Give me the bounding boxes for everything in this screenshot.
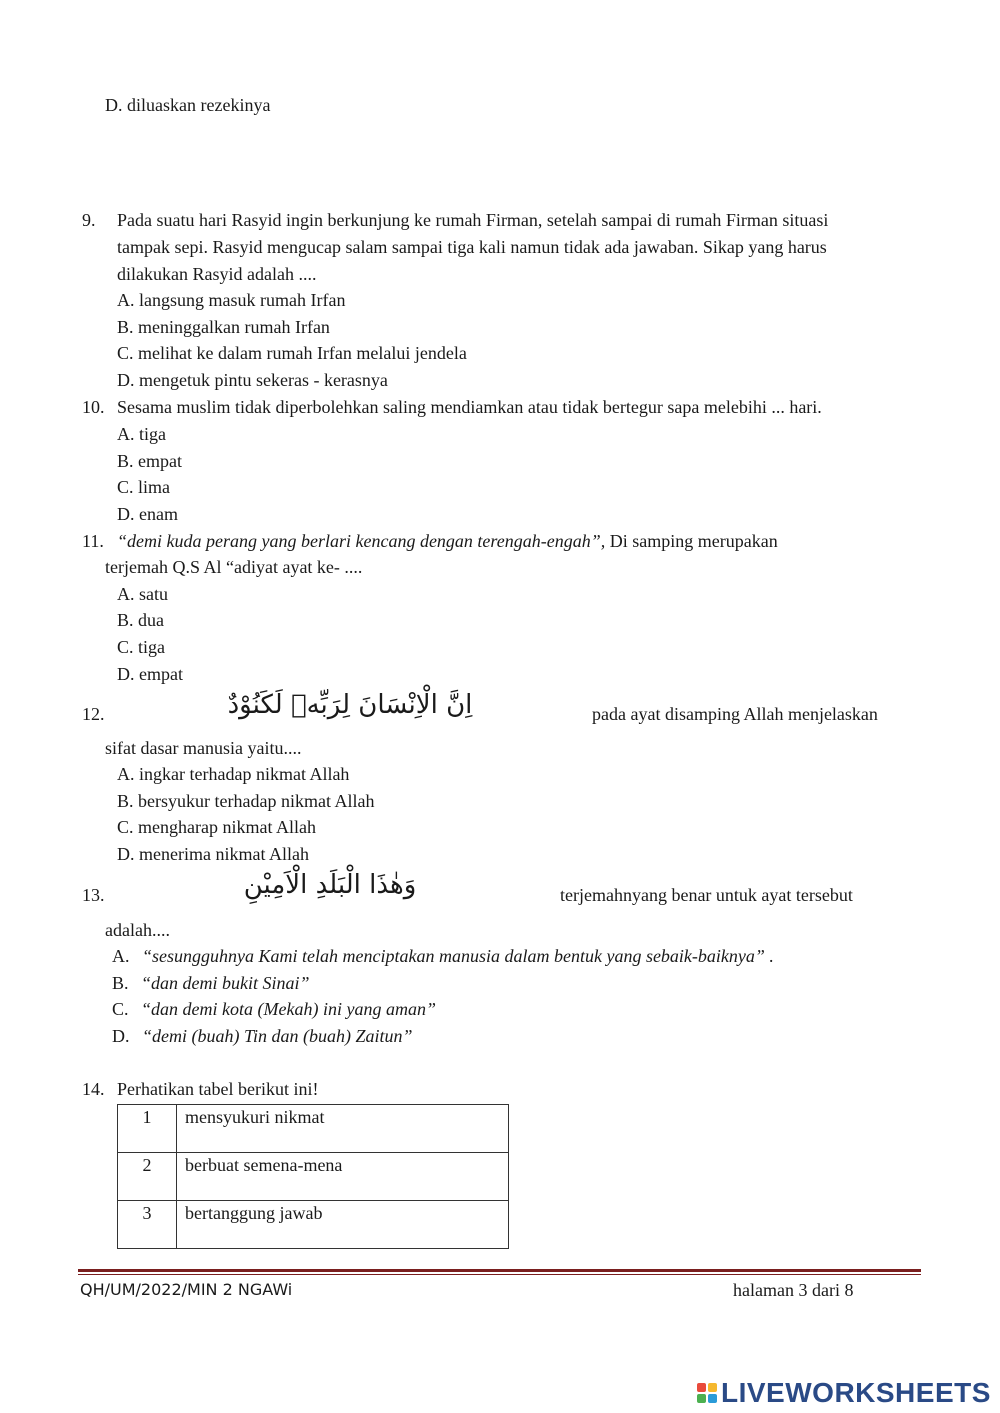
q12-number: 12.: [82, 704, 105, 724]
brand-name: LIVEWORKSHEETS: [721, 1377, 991, 1408]
q13-arabic-verse: وَهٰذَا الْبَلَدِ الْاَمِيْنِ: [243, 870, 417, 900]
q13-option-c: [112, 999, 436, 1020]
table-row: [118, 1105, 509, 1153]
q14-text: Perhatikan tabel berikut ini!: [117, 1079, 319, 1099]
q11-rest: Di samping merupakan: [605, 531, 778, 551]
q10-option-a: A. tiga: [117, 424, 166, 444]
q11-text-line1: [117, 531, 778, 552]
table-row: [118, 1201, 509, 1249]
q13-option-b-letter: B.: [112, 973, 129, 993]
table-cell-item: bertanggung jawab: [177, 1201, 509, 1249]
q13-text: terjemahnyang benar untuk ayat tersebut: [560, 885, 853, 905]
q14-table: [117, 1104, 509, 1249]
q9-option-d: D. mengetuk pintu sekeras - kerasnya: [117, 370, 388, 390]
brand-square-green: [697, 1394, 706, 1403]
q11-number: 11.: [82, 531, 104, 551]
q12-option-c: C. mengharap nikmat Allah: [117, 817, 316, 837]
table-cell-item: mensyukuri nikmat: [177, 1105, 509, 1153]
q13-option-b: [112, 973, 310, 994]
q9-number: 9.: [82, 210, 96, 230]
q9-text-line1: Pada suatu hari Rasyid ingin berkunjung ke rumah Firman, setelah sampai di rumah Firman situasi: [117, 210, 829, 230]
q14-number: 14.: [82, 1079, 105, 1099]
footer-page-number: halaman 3 dari 8: [733, 1280, 854, 1300]
q13-option-c-text: “dan demi kota (Mekah) ini yang aman”: [141, 999, 436, 1019]
brand-square-red: [697, 1383, 706, 1392]
q13-option-d-text: “demi (buah) Tin dan (buah) Zaitun”: [142, 1026, 413, 1046]
q12-option-b: B. bersyukur terhadap nikmat Allah: [117, 791, 375, 811]
table-cell-no: 3: [118, 1201, 177, 1249]
q13-option-d-letter: D.: [112, 1026, 130, 1046]
table-cell-no: 1: [118, 1105, 177, 1153]
q9-option-b: B. meninggalkan rumah Irfan: [117, 317, 330, 337]
q13-option-a: [112, 946, 774, 967]
table-cell-item: berbuat semena-mena: [177, 1153, 509, 1201]
q11-option-c: C. tiga: [117, 637, 165, 657]
q12-option-a: A. ingkar terhadap nikmat Allah: [117, 764, 350, 784]
q9-text-line2: tampak sepi. Rasyid mengucap salam sampai tiga kali namun tidak ada jawaban. Sikap yang harus: [117, 237, 827, 257]
q13-option-c-letter: C.: [112, 999, 129, 1019]
q10-option-d: D. enam: [117, 504, 178, 524]
q13-text-line2: adalah....: [105, 920, 170, 940]
brand-square-yellow: [708, 1383, 717, 1392]
q12-text: pada ayat disamping Allah menjelaskan: [592, 704, 878, 724]
q13-option-a-letter: A.: [112, 946, 130, 966]
table-row: [118, 1153, 509, 1201]
q13-option-a-text: “sesungguhnya Kami telah menciptakan manusia dalam bentuk yang sebaik-baiknya” .: [142, 946, 774, 966]
q13-option-b-text: “dan demi bukit Sinai”: [141, 973, 310, 993]
q13-number: 13.: [82, 885, 105, 905]
q11-option-a: A. satu: [117, 584, 168, 604]
footer-rule-thin: [78, 1274, 921, 1275]
brand-square-blue: [708, 1394, 717, 1403]
q13-option-d: [112, 1026, 413, 1047]
q12-arabic-verse: اِنَّ الْاِنْسَانَ لِرَبِّهٖ لَكَنُوْدٌ: [227, 690, 473, 720]
q10-option-b: B. empat: [117, 451, 182, 471]
q11-option-b: B. dua: [117, 610, 164, 630]
footer-code: QH/UM/2022/MIN 2 NGAWi: [80, 1280, 293, 1299]
q10-number: 10.: [82, 397, 105, 417]
brand-grid-icon: [697, 1383, 717, 1403]
q11-quote: “demi kuda perang yang berlari kencang dengan terengah-engah”,: [117, 531, 606, 551]
q9-option-c: C. melihat ke dalam rumah Irfan melalui jendela: [117, 343, 467, 363]
liveworksheets-logo: [697, 1376, 991, 1410]
q11-text-line2: terjemah Q.S Al “adiyat ayat ke- ....: [105, 557, 363, 577]
q10-option-c: C. lima: [117, 477, 170, 497]
q10-text: Sesama muslim tidak diperbolehkan saling mendiamkan atau tidak bertegur sapa melebihi ... hari.: [117, 397, 822, 417]
q12-option-d: D. menerima nikmat Allah: [117, 844, 309, 864]
q11-option-d: D. empat: [117, 664, 183, 684]
q12-text-line2: sifat dasar manusia yaitu....: [105, 738, 302, 758]
q9-text-line3: dilakukan Rasyid adalah ....: [117, 264, 317, 284]
q8-option-d: D. diluaskan rezekinya: [105, 95, 271, 115]
table-cell-no: 2: [118, 1153, 177, 1201]
q9-option-a: A. langsung masuk rumah Irfan: [117, 290, 346, 310]
footer-rule-thick: [78, 1269, 921, 1272]
